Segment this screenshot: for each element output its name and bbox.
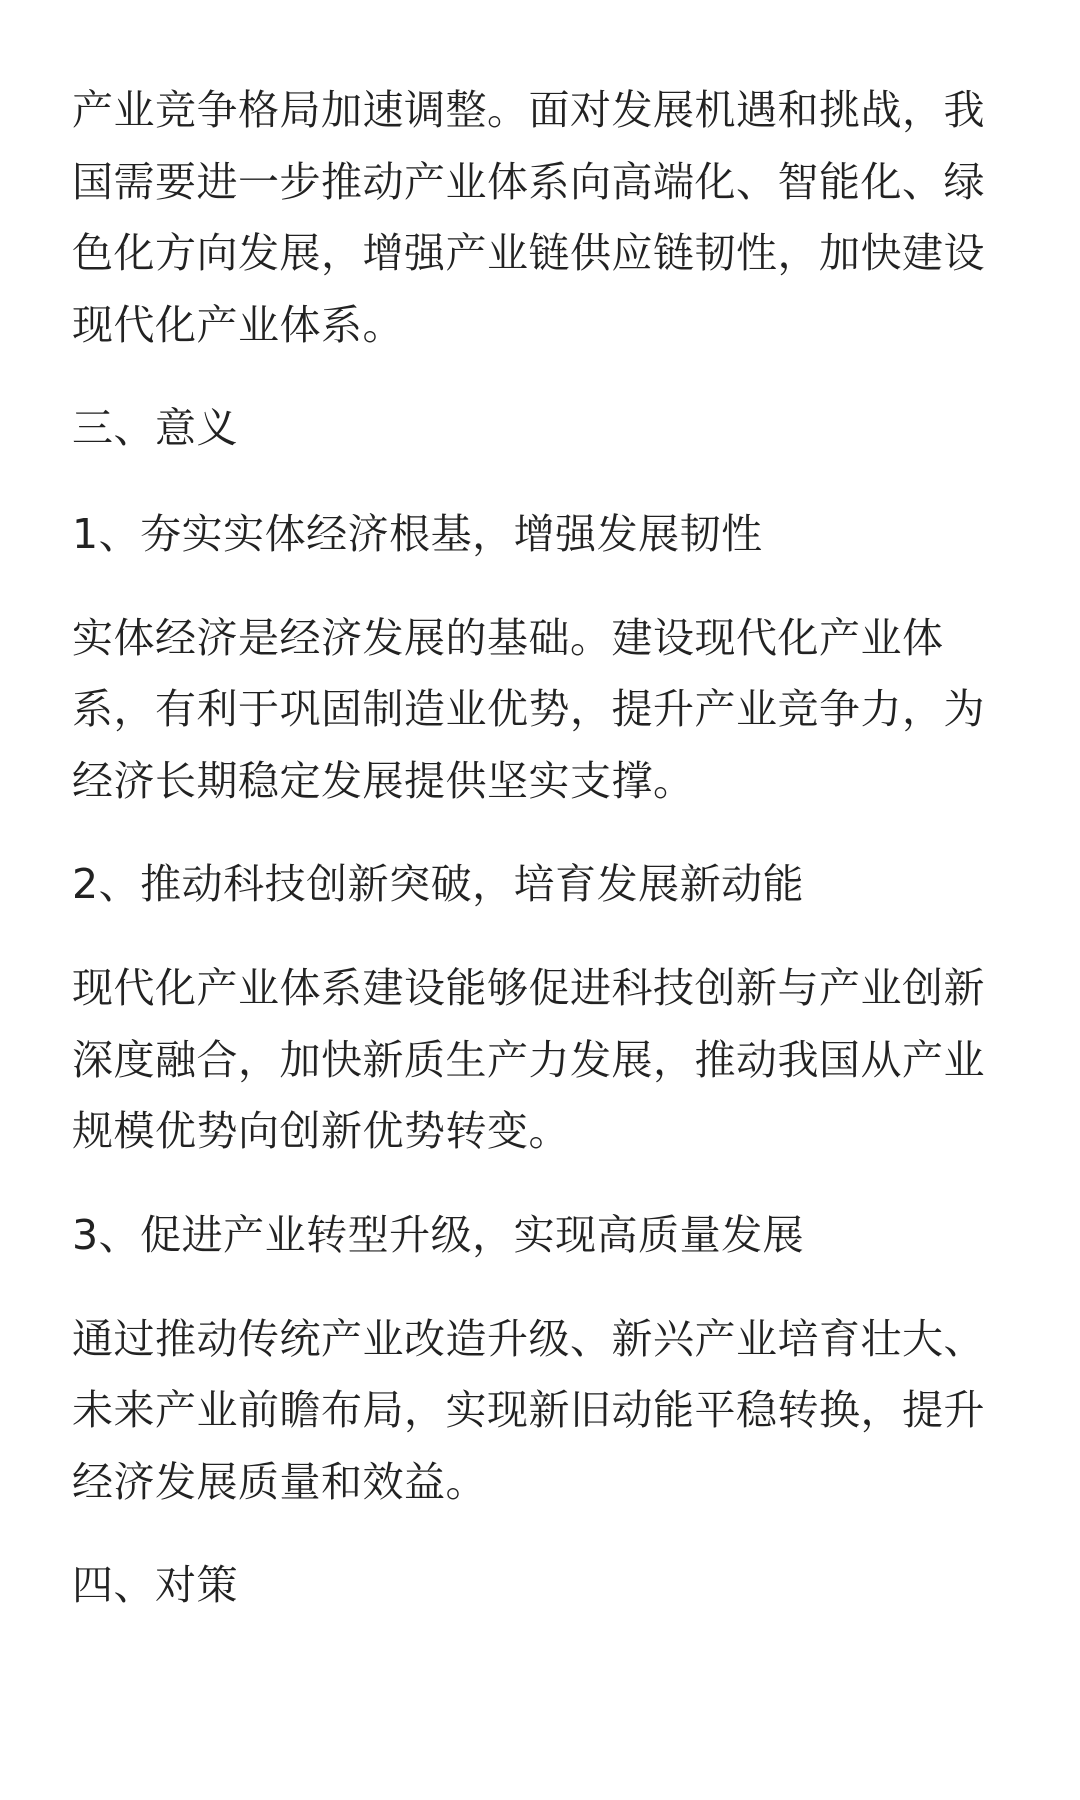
paragraph-line: 现代化产业体系建设能够促进科技创新与产业创新 [72,964,985,1012]
paragraph-line: 经济发展质量和效益。 [72,1458,487,1506]
paragraph-line: 规模优势向创新优势转变。 [72,1107,570,1155]
subsection-heading: 1、夯实实体经济根基，增强发展韧性 [72,510,763,558]
paragraph-line: 未来产业前瞻布局，实现新旧动能平稳转换，提升 [72,1386,985,1434]
section-heading: 四、对策 [72,1561,238,1609]
paragraph-line: 系，有利于巩固制造业优势，提升产业竞争力，为 [72,685,985,733]
paragraph-line: 产业竞争格局加速调整。面对发展机遇和挑战，我 [72,86,985,134]
paragraph-line: 国需要进一步推动产业体系向高端化、智能化、绿 [72,158,985,206]
subsection-heading: 2、推动科技创新突破，培育发展新动能 [72,860,805,908]
paragraph-line: 现代化产业体系。 [72,301,404,349]
paragraph-line: 通过推动传统产业改造升级、新兴产业培育壮大、 [72,1315,985,1363]
paragraph-line: 实体经济是经济发展的基础。建设现代化产业体 [72,614,944,662]
section-heading: 三、意义 [72,404,238,452]
subsection-heading: 3、促进产业转型升级，实现高质量发展 [72,1211,805,1259]
paragraph-line: 色化方向发展，增强产业链供应链韧性，加快建设 [72,229,985,277]
paragraph-line: 经济长期稳定发展提供坚实支撑。 [72,757,695,805]
paragraph-line: 深度融合，加快新质生产力发展，推动我国从产业 [72,1036,985,1084]
